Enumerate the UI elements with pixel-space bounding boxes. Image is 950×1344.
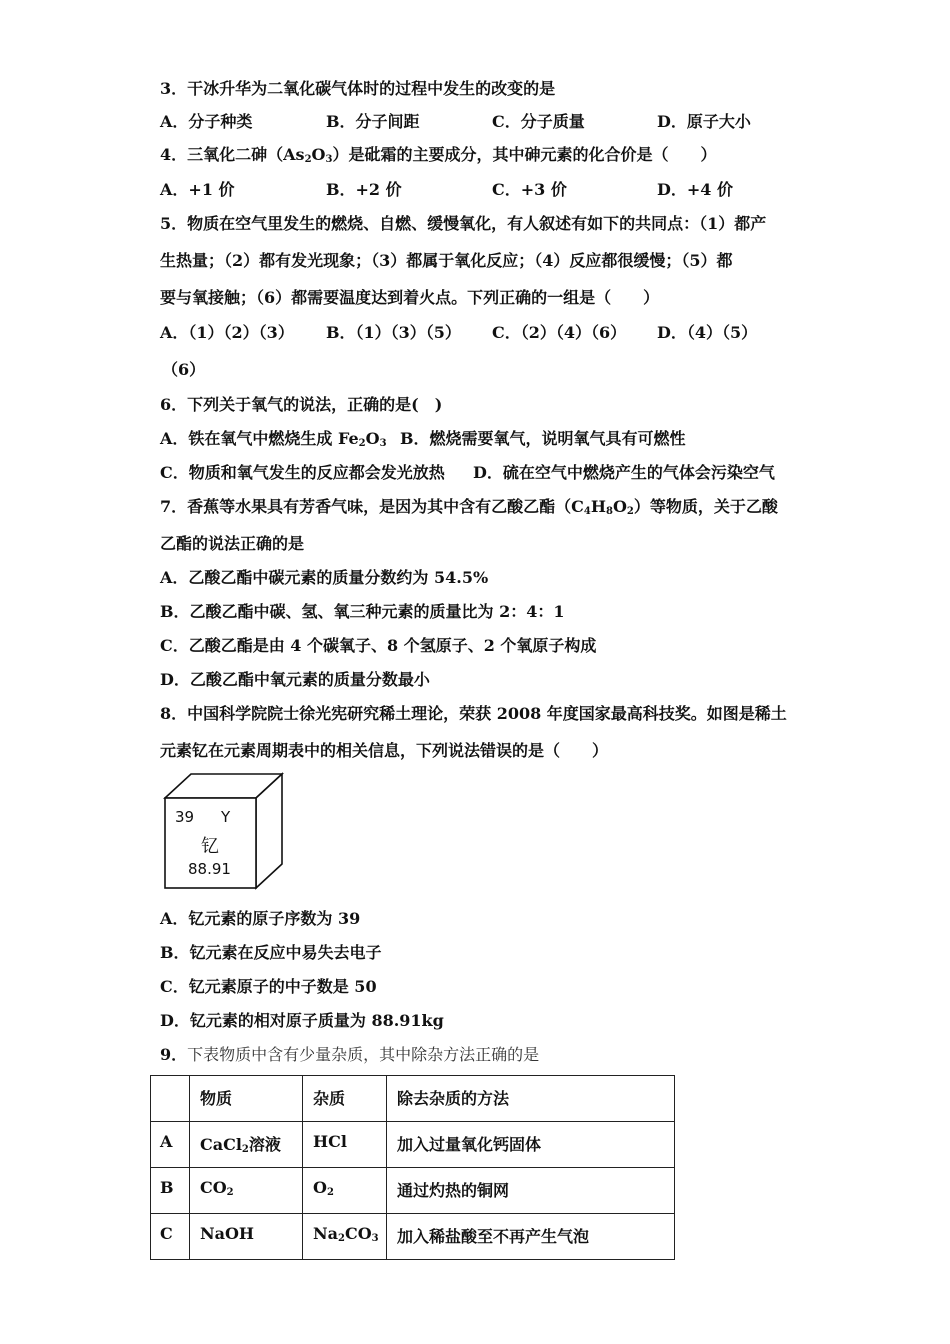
row-substance: NaOH (190, 1214, 303, 1260)
q5-stem-line1: 5．物质在空气里发生的燃烧、自燃、缓慢氧化，有人叙述有如下的共同点：（1）都产 (160, 214, 767, 233)
q5-option-b: B．（1）（3）（5） (326, 323, 461, 342)
q4-option-d: D．+4 价 (657, 180, 733, 199)
q3-option-a: A．分子种类 (160, 112, 253, 131)
element-symbol: Y (221, 808, 231, 826)
q4-option-c: C．+3 价 (492, 180, 567, 199)
table-row (151, 1168, 675, 1214)
q3-stem: 3．干冰升华为二氧化碳气体时的过程中发生的改变的是 (160, 79, 556, 98)
q7-option-d: D．乙酸乙酯中氧元素的质量分数最小 (160, 670, 430, 689)
q5-option-c: C．（2）（4）（6） (492, 323, 627, 342)
q5-option-d-wrap: （6） (162, 360, 206, 379)
q8-option-b: B．钇元素在反应中易失去电子 (160, 943, 382, 962)
row-method: 加入过量氧化钙固体 (387, 1122, 675, 1168)
q8-stem-line1: 8．中国科学院院士徐光宪研究稀土理论，荣获 2008 年度国家最高科技奖。如图是稀土 (160, 704, 787, 723)
row-label: B (151, 1168, 190, 1214)
row-impurity: $Na_2CO_3$ (303, 1214, 387, 1260)
table-header-cell: 除去杂质的方法 (387, 1076, 675, 1122)
q8-option-d: D．钇元素的相对原子质量为 88.91kg (160, 1011, 444, 1030)
q5-option-d: D．（4）（5） (657, 323, 758, 342)
q5-stem-line2: 生热量；（2）都有发光现象；（3）都属于氧化反应；（4）反应都很缓慢；（5）都 (160, 251, 733, 270)
row-method: 加入稀盐酸至不再产生气泡 (387, 1214, 675, 1260)
q7-stem-line2: 乙酯的说法正确的是 (160, 534, 305, 553)
table-row (151, 1214, 675, 1260)
element-cube-figure (163, 772, 285, 890)
element-number: 39 (175, 808, 195, 826)
q6-option-b: B．燃烧需要氧气，说明氧气具有可燃性 (400, 429, 686, 448)
row-label: A (151, 1122, 190, 1168)
table-row (151, 1122, 675, 1168)
q3-option-b: B．分子间距 (326, 112, 420, 131)
q4-option-a: A．+1 价 (160, 180, 235, 199)
table-header-cell (151, 1076, 190, 1122)
q6-option-d: D．硫在空气中燃烧产生的气体会污染空气 (473, 463, 775, 482)
q7-stem-line1: 7．香蕉等水果具有芳香气味，是因为其中含有乙酸乙酯$(C_4H_8O_2)$等物质，关于乙酸 (160, 497, 778, 517)
q3-option-d: D．原子大小 (657, 112, 751, 131)
row-impurity: $O_2$ (303, 1168, 387, 1214)
q5-stem-line3: 要与氧接触；（6）都需要温度达到着火点。下列正确的一组是（ ） (160, 288, 660, 307)
q6-option-a: A．铁在氧气中燃烧生成 $Fe_2O_3$ (160, 429, 387, 449)
element-mass: 88.91 (188, 860, 231, 878)
table-header-cell: 物质 (190, 1076, 303, 1122)
table-header-row (151, 1076, 675, 1122)
row-substance: $CO_2$ (190, 1168, 303, 1214)
q8-stem-line2: 元素钇在元素周期表中的相关信息，下列说法错误的是（ ） (160, 741, 609, 760)
q8-option-a: A．钇元素的原子序数为 39 (160, 909, 361, 928)
q5-option-a: A．（1）（2）（3） (160, 323, 294, 342)
q8-option-c: C．钇元素原子的中子数是 50 (160, 977, 377, 996)
row-substance: CaCl$_2$溶液 (190, 1122, 303, 1168)
q7-option-b: B．乙酸乙酯中碳、氢、氧三种元素的质量比为 2：4：1 (160, 602, 565, 621)
q7-option-a: A．乙酸乙酯中碳元素的质量分数约为 54.5% (160, 568, 489, 587)
impurity-table (150, 1075, 675, 1260)
element-name: 钇 (201, 836, 219, 857)
q4-option-b: B．+2 价 (326, 180, 402, 199)
q6-option-c: C．物质和氧气发生的反应都会发光放热 (160, 463, 445, 482)
table-header-cell: 杂质 (303, 1076, 387, 1122)
q9-stem: 9．下表物质中含有少量杂质，其中除杂方法正确的是 (160, 1045, 540, 1064)
q6-stem: 6．下列关于氧气的说法，正确的是( ) (160, 395, 443, 414)
row-method: 通过灼热的铜网 (387, 1168, 675, 1214)
q4-stem: 4．三氧化二砷$(As_2O_3)$是砒霜的主要成分，其中砷元素的化合价是（ ） (160, 145, 717, 165)
q7-option-c: C．乙酸乙酯是由 4 个碳氧子、8 个氢原子、2 个氧原子构成 (160, 636, 597, 655)
q3-option-c: C．分子质量 (492, 112, 585, 131)
row-impurity: HCl (303, 1122, 387, 1168)
row-label: C (151, 1214, 190, 1260)
